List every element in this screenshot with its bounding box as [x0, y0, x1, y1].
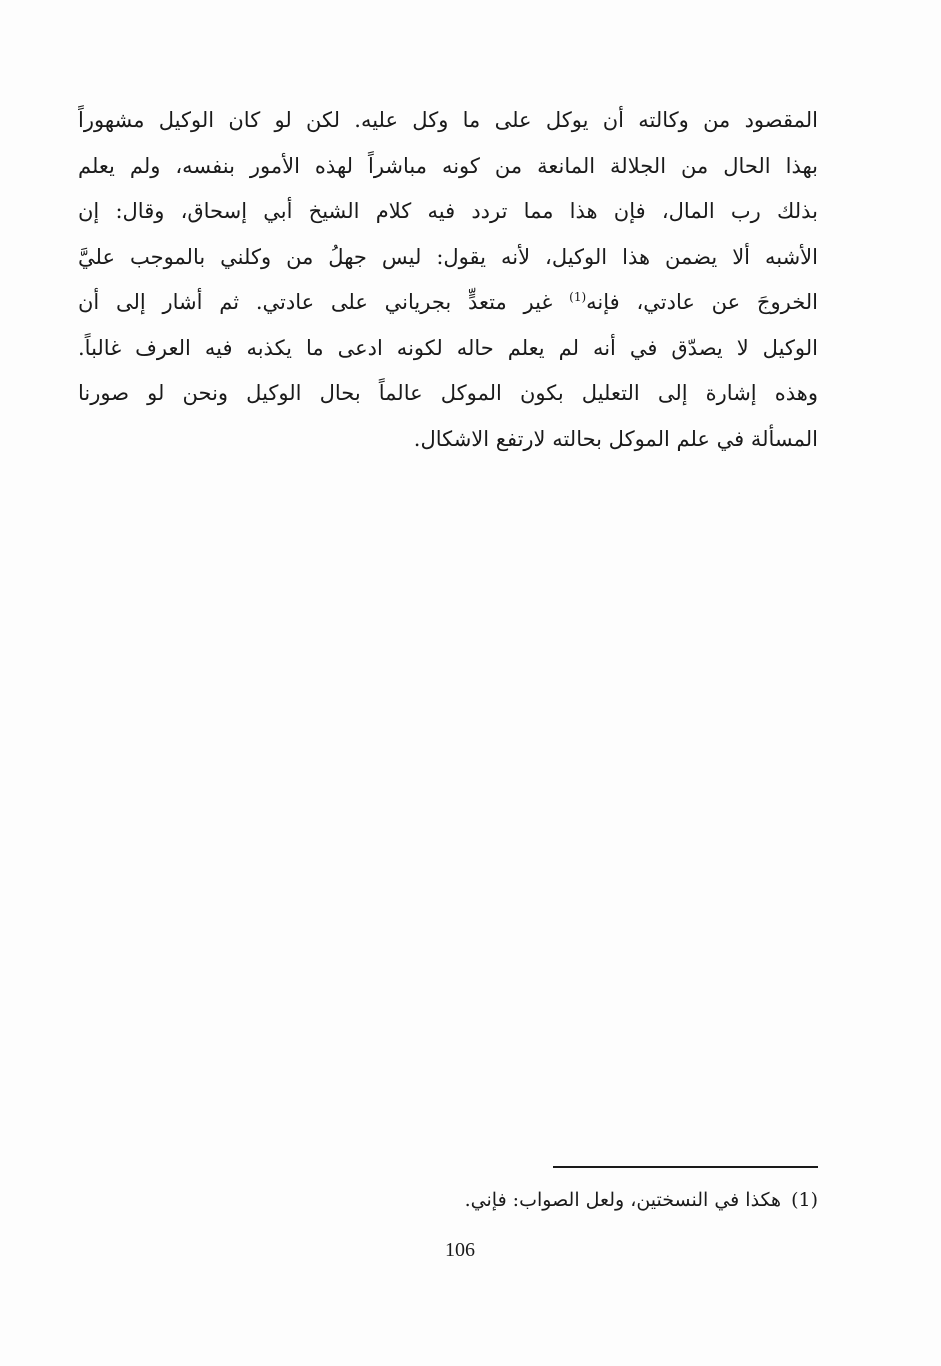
- text-line-5-rest: غير متعدٍّ بجرياني على عادتي. ثم أشار إلى أن: [78, 290, 553, 314]
- page-number: 106: [445, 1239, 475, 1261]
- footnote: [300, 1182, 818, 1218]
- text-line-2: بهذا الحال من الجلالة المانعة من كونه مباشراً لهذه الأمور بنفسه، ولم يعلم: [78, 153, 818, 178]
- main-text-block: [78, 98, 818, 462]
- text-line-4: الأشبه ألا يضمن هذا الوكيل، لأنه يقول: ليس جهلُ من وكلني بالموجب عليَّ: [78, 244, 818, 269]
- text-line-6: الوكيل لا يصدّق في أنه لم يعلم حاله لكونه ادعى ما يكذبه فيه العرف غالباً.: [78, 335, 818, 360]
- text-line-8: المسألة في علم الموكل بحالته لارتفع الاشكال.: [413, 426, 818, 451]
- text-line-5-prefix: الخروجَ عن عادتي، فإنه: [586, 290, 818, 314]
- footnote-reference[interactable]: (1): [569, 290, 587, 304]
- text-line-5: [78, 280, 818, 326]
- text-line-3: بذلك رب المال، فإن هذا مما تردد فيه كلام الشيخ أبي إسحاق، وقال: إن: [78, 199, 818, 223]
- footnote-number: (1): [791, 1189, 818, 1211]
- footnote-text: هكذا في النسختين، ولعل الصواب: فإني.: [464, 1189, 782, 1211]
- text-line-7: وهذه إشارة إلى التعليل بكون الموكل عالماً بحال الوكيل ونحن لو صورنا: [78, 381, 818, 405]
- footnote-separator: [553, 1166, 818, 1168]
- text-line-1: المقصود من وكالته أن يوكل على ما وكل عليه. لكن لو كان الوكيل مشهوراً: [78, 108, 818, 132]
